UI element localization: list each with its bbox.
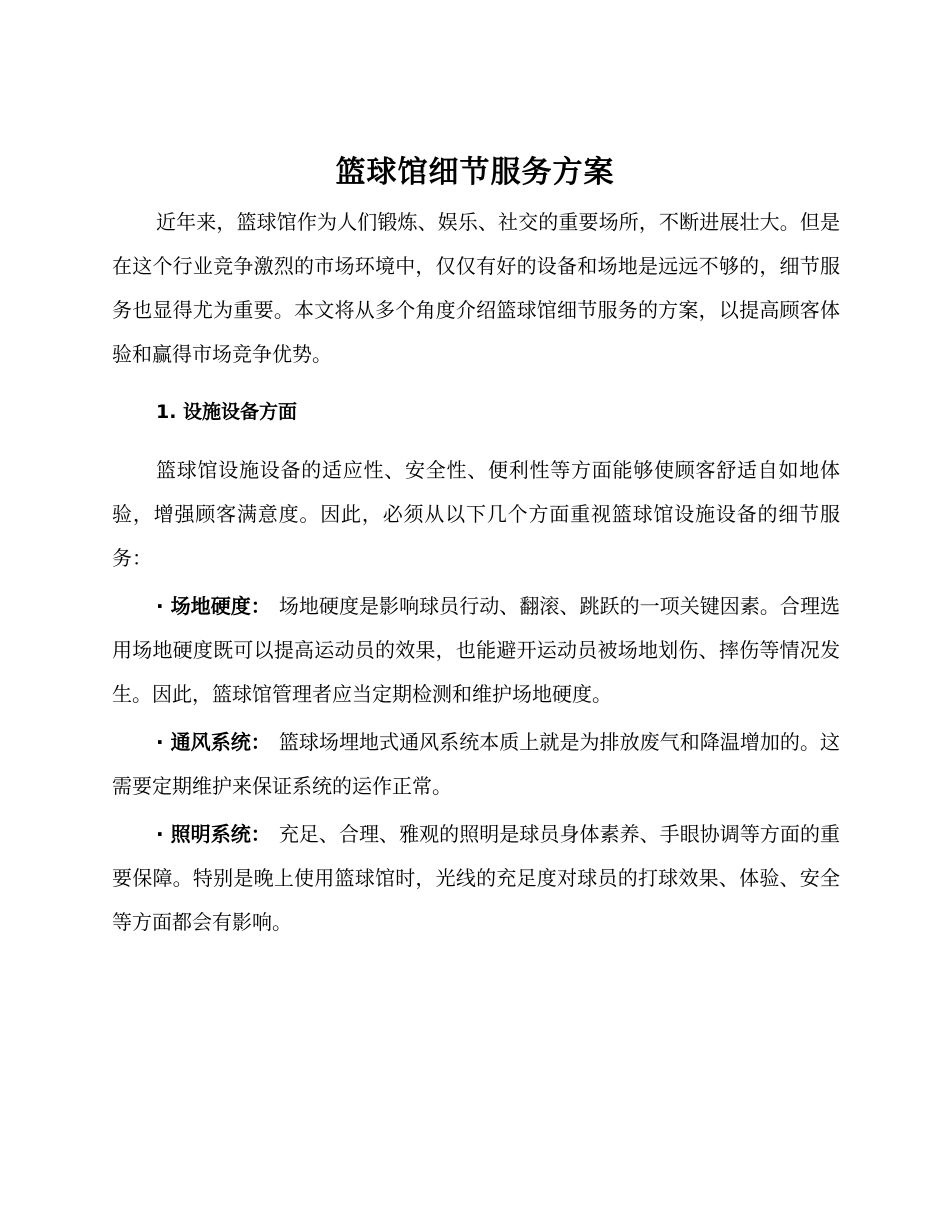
section-heading: 1. 设施设备方面 xyxy=(156,401,298,423)
document-body xyxy=(112,200,840,944)
spacer xyxy=(112,434,840,448)
bullet-label: · 通风系统： xyxy=(156,730,271,754)
bullet-item-floor-hardness xyxy=(112,584,840,716)
section-intro-paragraph: 篮球馆设施设备的适应性、安全性、便利性等方面能够使顾客舒适自如地体验，增强顾客满意度。因此，必须从以下几个方面重视篮球馆设施设备的细节服务： xyxy=(112,458,840,570)
bullet-label: · 照明系统： xyxy=(156,822,271,846)
bullet-text: 场地硬度是影响球员行动、翻滚、跳跃的一项关键因素。合理选用场地硬度既可以提高运动员的效果，也能避开运动员被场地划伤、摔伤等情况发生。因此，篮球馆管理者应当定期检测和维护场地硬度。 xyxy=(112,594,841,706)
bullet-text: 篮球场埋地式通风系统本质上就是为排放废气和降温增加的。这需要定期维护来保证系统的运作正常。 xyxy=(112,730,841,798)
bullet-text: 充足、合理、雅观的照明是球员身体素养、手眼协调等方面的重要保障。特别是晚上使用篮球馆时，光线的充足度对球员的打球效果、体验、安全等方面都会有影响。 xyxy=(112,822,841,934)
bullet-item-lighting xyxy=(112,812,840,944)
intro-paragraph: 近年来，篮球馆作为人们锻炼、娱乐、社交的重要场所，不断进展壮大。但是在这个行业竞争激烈的市场环境中，仅仅有好的设备和场地是远远不够的，细节服务也显得尤为重要。本文将从多个角度介绍篮球馆细节服务的方案，以提高顾客体验和赢得市场竞争优势。 xyxy=(112,210,840,366)
bullet-label: · 场地硬度： xyxy=(156,594,271,618)
bullet-item-ventilation xyxy=(112,720,840,808)
spacer xyxy=(112,376,840,390)
document-title: 篮球馆细节服务方案 xyxy=(335,155,615,190)
